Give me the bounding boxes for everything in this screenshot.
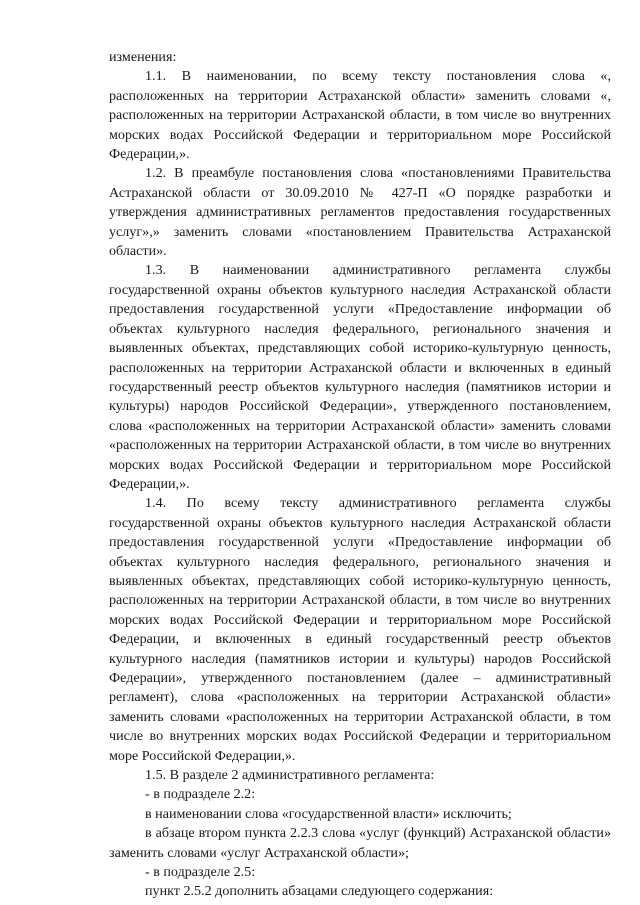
- paragraph-1-5: 1.5. В разделе 2 административного регламента:: [145, 767, 435, 784]
- subsection-2-2-item: - в подразделе 2.2:: [145, 786, 256, 803]
- subsection-2-5-item: - в подразделе 2.5:: [145, 864, 256, 881]
- lead-text: изменения:: [109, 49, 177, 65]
- document-body: [109, 48, 611, 902]
- clause-2-5-2-item: пункт 2.5.2 дополнить абзацами следующего содержания:: [145, 883, 494, 900]
- naming-change-item: в наименовании слова «государственной власти» исключить;: [145, 805, 512, 822]
- paragraph-1-4: 1.4. По всему тексту административного регламента службы государственной охраны объектов культурного наследия Астраханской области предоставления государственной услуги «Предоставление информации об объектах культурного наследия федерального, регионального значения и выявленных объектах, представляющих собой историко-культурную ценность, расположенных на территории Астраханской области, в том числе во внутренних морских водах Российской Федерации и территориальном море Российской Федерации, и включенных в единый государственный реестр объектов культурного наследия (памятников истории и культуры) народов Российской Федерации», утвержденного постановлением (далее – административный регламент), слова «расположенных на территории Астраханской области» заменить словами «расположенных на территории Астраханской области, в том числе во внутренних морских водах Российской Федерации и территориальном море Российской Федерации,».: [109, 495, 611, 764]
- paragraph-1-1: 1.1. В наименовании, по всему тексту постановления слова «, расположенных на территории Астраханской области» заменить словами «, расположенных на территории Астраханской области, в том числе во внутренних морских водах Российской Федерации и территориальном море Российской Федерации,».: [109, 68, 611, 163]
- clause-2-2-3-item: в абзаце втором пункта 2.2.3 слова «услуг (функций) Астраханской области» заменить словами «услуг Астраханской области»;: [109, 825, 611, 861]
- paragraph-1-3: 1.3. В наименовании административного регламента службы государственной охраны объектов культурного наследия Астраханской области предоставления государственной услуги «Предоставление информации об объектах культурного наследия федерального, регионального значения и выявленных объектах, представляющих собой историко-культурную ценность, расположенных на территории Астраханской области и включенных в единый государственный реестр объектов культурного наследия (памятников истории и культуры) народов Российской Федерации», утвержденного постановлением, слова «расположенных на территории Астраханской области» заменить словами «расположенных на территории Астраханской области, в том числе во внутренних морских водах Российской Федерации и территориальном море Российской Федерации,».: [109, 262, 611, 492]
- paragraph-1-2: 1.2. В преамбуле постановления слова «постановлениями Правительства Астраханской области от 30.09.2010 № 427-П «О порядке разработки и утверждения административных регламентов предоставления государственных услуг»,» заменить словами «постановлением Правительства Астраханской области».: [109, 165, 611, 260]
